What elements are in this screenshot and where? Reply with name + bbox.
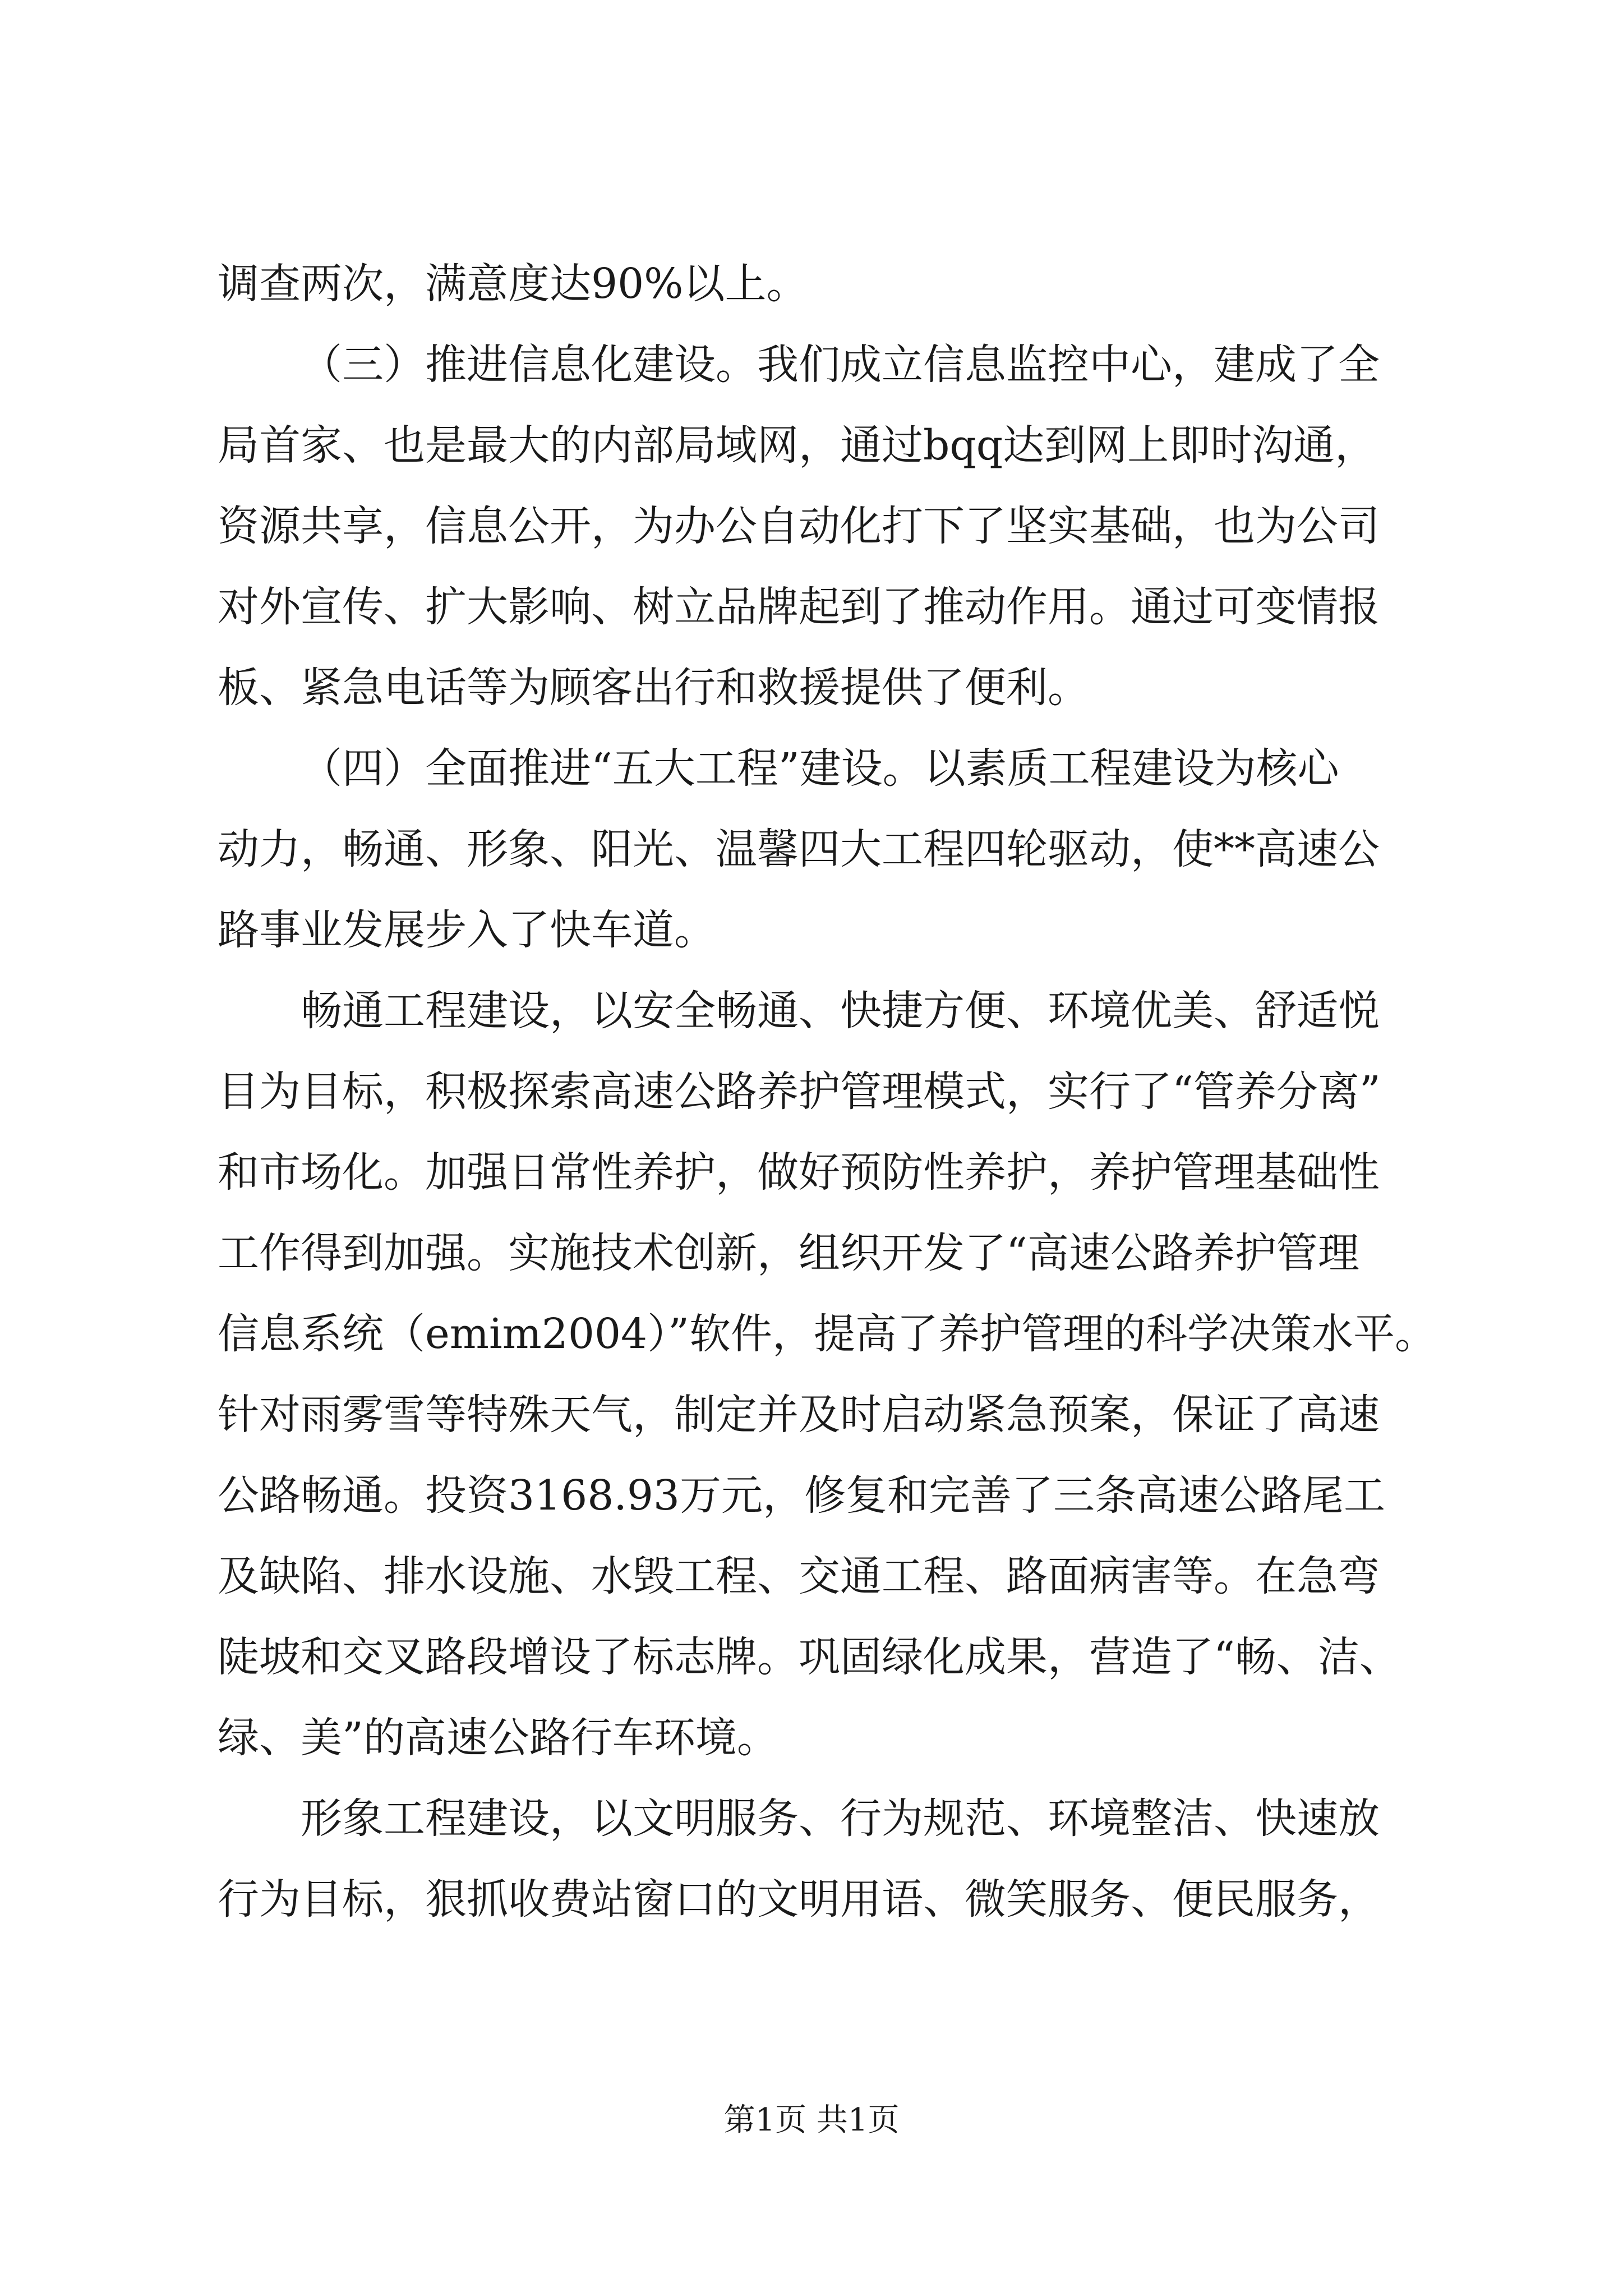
text-line: 畅通工程建设，以安全畅通、快捷方便、环境优美、舒适悦 <box>301 987 1380 1035</box>
text-line: 公路畅通。投资3168.93万元，修复和完善了三条高速公路尾工 <box>218 1471 1386 1520</box>
text-line: 资源共享，信息公开，为办公自动化打下了坚实基础，也为公司 <box>218 502 1380 550</box>
text-line: 信息系统（emim2004）”软件，提高了养护管理的科学决策水平。 <box>218 1310 1436 1358</box>
text-line: 对外宣传、扩大影响、树立品牌起到了推动作用。通过可变情报 <box>218 583 1380 631</box>
text-line: 调查两次，满意度达90%以上。 <box>218 260 808 308</box>
text-line: 动力，畅通、形象、阳光、温馨四大工程四轮驱动，使**高速公 <box>218 825 1380 873</box>
text-line: 和市场化。加强日常性养护，做好预防性养护，养护管理基础性 <box>218 1148 1380 1197</box>
body-text <box>218 243 1436 1940</box>
text-line: 工作得到加强。实施技术创新，组织开发了“高速公路养护管理 <box>218 1229 1359 1277</box>
text-line: 绿、美”的高速公路行车环境。 <box>218 1714 778 1762</box>
text-line: 陡坡和交叉路段增设了标志牌。巩固绿化成果，营造了“畅、洁、 <box>218 1633 1401 1681</box>
text-line: 针对雨雾雪等特殊天气，制定并及时启动紧急预案，保证了高速 <box>218 1391 1380 1439</box>
text-line: 形象工程建设，以文明服务、行为规范、环境整洁、快速放 <box>301 1795 1380 1843</box>
text-line: （三）推进信息化建设。我们成立信息监控中心，建成了全 <box>301 341 1380 389</box>
text-line: 及缺陷、排水设施、水毁工程、交通工程、路面病害等。在急弯 <box>218 1552 1380 1600</box>
text-line: 板、紧急电话等为顾客出行和救援提供了便利。 <box>218 664 1089 712</box>
text-line: 路事业发展步入了快车道。 <box>218 906 716 954</box>
page-number-footer: 第1页 共1页 <box>723 2102 900 2138</box>
text-line: 局首家、也是最大的内部局域网，通过bqq达到网上即时沟通， <box>218 421 1377 470</box>
text-line: 目为目标，积极探索高速公路养护管理模式，实行了“管养分离” <box>218 1068 1381 1116</box>
text-line: （四）全面推进“五大工程”建设。以素质工程建设为核心 <box>301 744 1339 793</box>
text-line: 行为目标，狠抓收费站窗口的文明用语、微笑服务、便民服务， <box>218 1875 1380 1924</box>
